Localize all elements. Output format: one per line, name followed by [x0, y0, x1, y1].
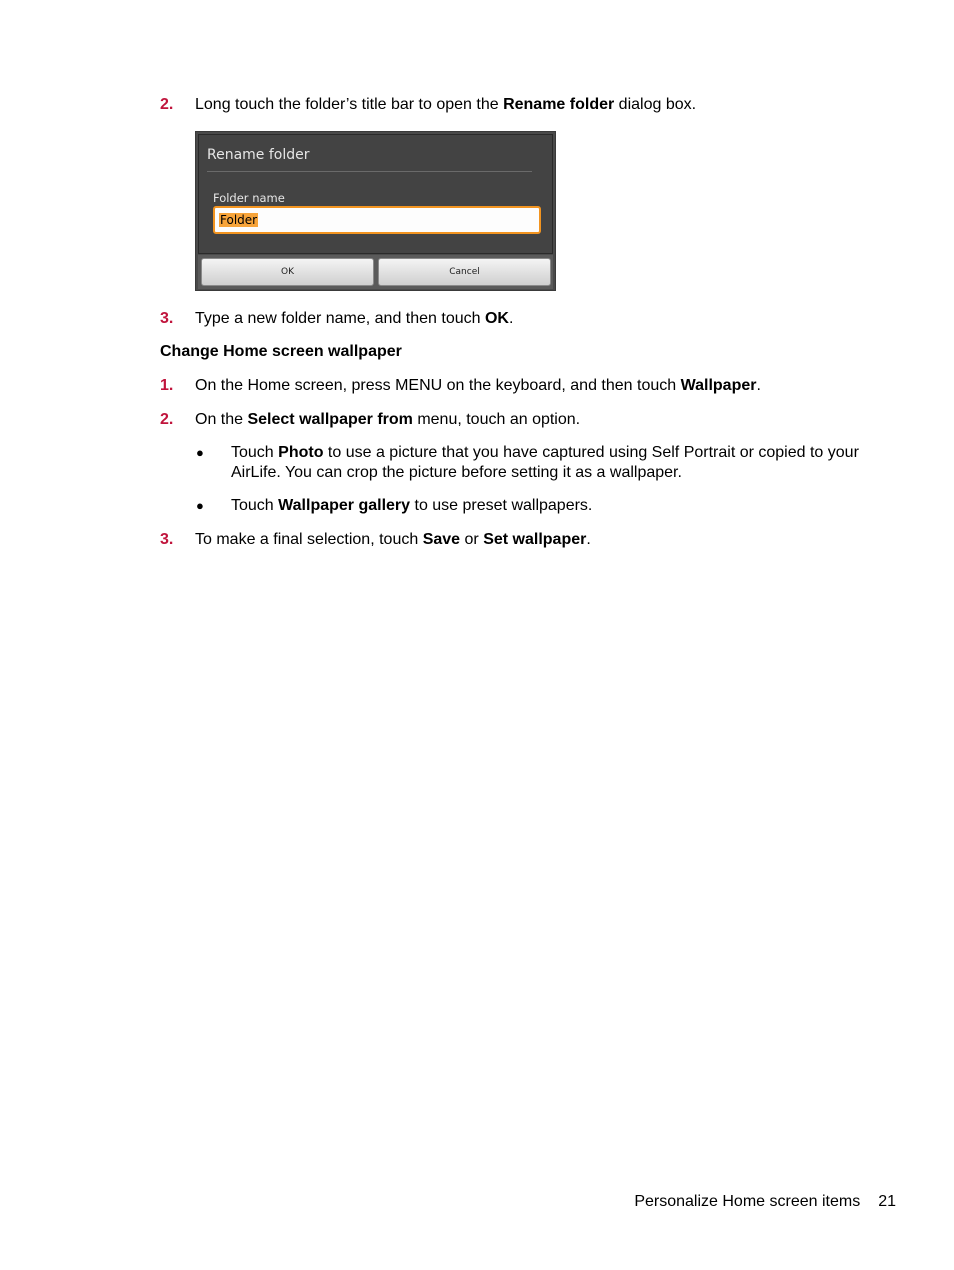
- step-number: 3.: [160, 531, 174, 548]
- step-number: 3.: [160, 310, 174, 327]
- section-heading: Change Home screen wallpaper: [160, 343, 402, 360]
- step-text: On the Select wallpaper from menu, touch an option.: [195, 411, 581, 428]
- folder-name-value: Folder: [220, 213, 258, 227]
- dialog-body: [198, 134, 553, 254]
- page-number: 21: [878, 1193, 896, 1210]
- bullet-dot-icon: ●: [196, 498, 204, 513]
- footer-section-title: Personalize Home screen items: [634, 1193, 861, 1210]
- bullet-dot-icon: ●: [196, 445, 204, 460]
- step-number: 1.: [160, 377, 174, 394]
- step-number: 2.: [160, 411, 174, 428]
- bullet-text: Touch Photo to use a picture that you have captured using Self Portrait or copied to your AirLife. You can crop the picture before setting it as a wallpaper.: [231, 444, 859, 481]
- folder-name-label: Folder name: [213, 191, 285, 205]
- page-footer: [634, 1192, 896, 1212]
- step-text: On the Home screen, press MENU on the keyboard, and then touch Wallpaper.: [195, 377, 761, 394]
- step-text: Long touch the folder’s title bar to open the Rename folder dialog box.: [195, 96, 697, 113]
- dialog-button-bar: [198, 255, 553, 289]
- rename-folder-dialog-screenshot: [195, 131, 556, 291]
- dialog-divider: [207, 171, 532, 172]
- folder-name-input[interactable]: [213, 206, 541, 234]
- step-text: Type a new folder name, and then touch OK.: [195, 310, 514, 327]
- bullet-text: Touch Wallpaper gallery to use preset wallpapers.: [231, 497, 593, 514]
- cancel-button[interactable]: Cancel: [378, 258, 551, 286]
- dialog-title: Rename folder: [207, 147, 310, 163]
- step-number: 2.: [160, 96, 174, 113]
- step-text: To make a final selection, touch Save or Set wallpaper.: [195, 531, 591, 548]
- ok-button[interactable]: OK: [201, 258, 374, 286]
